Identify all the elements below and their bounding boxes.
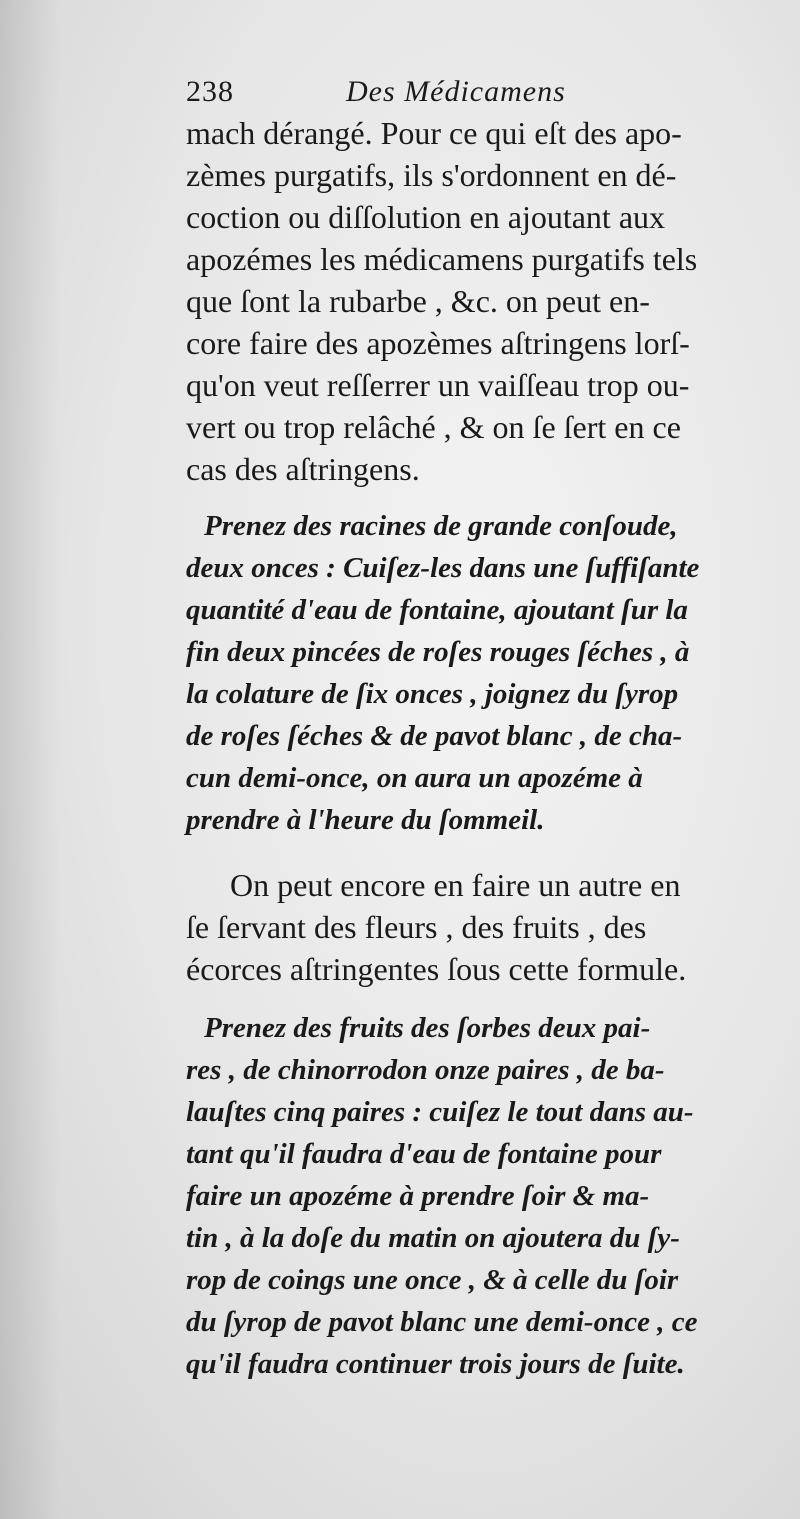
- text-line: rop de coings une once , & à celle du ſoir: [186, 1264, 679, 1296]
- paragraph-astringents: [186, 864, 776, 990]
- text-line: On peut encore en faire un autre en: [230, 867, 681, 903]
- text-line: coction ou diſſolution en ajoutant aux: [186, 199, 666, 235]
- text-line: fin deux pincées de roſes rouges ſéches , à: [186, 636, 690, 668]
- page-number: 238: [186, 75, 234, 108]
- text-line: vert ou trop relâché , & on ſe ſert en ce: [186, 409, 681, 445]
- text-line: ſe ſervant des fleurs , des fruits , des: [186, 909, 647, 945]
- text-line: qu'il faudra continuer trois jours de ſuite.: [186, 1348, 685, 1380]
- text-line: tin , à la doſe du matin on ajoutera du ſy-: [186, 1222, 680, 1254]
- text-line: cun demi-once, on aura un apozéme à: [186, 762, 643, 794]
- running-head: [186, 72, 776, 112]
- paragraph-apozemes: [186, 112, 776, 490]
- text-line: que ſont la rubarbe , &c. on peut en-: [186, 283, 650, 319]
- text-line: écorces aſtringentes ſous cette formule.: [186, 951, 687, 987]
- text-line: Prenez des racines de grande conſoude,: [204, 510, 678, 542]
- text-line: res , de chinorrodon onze paires , de ba-: [186, 1054, 665, 1086]
- text-line: cas des aſtringens.: [186, 451, 420, 487]
- text-line: quantité d'eau de fontaine, ajoutant ſur la: [186, 594, 688, 626]
- recipe-sorbes: [186, 1008, 776, 1386]
- text-line: qu'on veut reſſerrer un vaiſſeau trop ou-: [186, 367, 690, 403]
- text-line: prendre à l'heure du ſommeil.: [186, 804, 545, 836]
- text-line: tant qu'il faudra d'eau de fontaine pour: [186, 1138, 662, 1170]
- text-line: core faire des apozèmes aſtringens lorſ-: [186, 325, 690, 361]
- text-block: [186, 72, 776, 1386]
- recipe-consoude: [186, 506, 776, 842]
- text-line: zèmes purgatifs, ils s'ordonnent en dé-: [186, 157, 677, 193]
- text-line: apozémes les médicamens purgatifs tels: [186, 241, 698, 277]
- text-line: du ſyrop de pavot blanc une demi-once , ce: [186, 1306, 698, 1338]
- text-line: mach dérangé. Pour ce qui eſt des apo-: [186, 115, 682, 151]
- text-line: lauſtes cinq paires : cuiſez le tout dans au-: [186, 1096, 694, 1128]
- text-line: la colature de ſix onces , joignez du ſyrop: [186, 678, 679, 710]
- running-title: Des Médicamens: [346, 75, 566, 108]
- page-gutter-shadow: [0, 0, 60, 1519]
- text-line: Prenez des fruits des ſorbes deux pai-: [204, 1012, 651, 1044]
- text-line: deux onces : Cuiſez-les dans une ſuffiſante: [186, 552, 700, 584]
- text-line: de roſes ſéches & de pavot blanc , de cha-: [186, 720, 683, 752]
- text-line: faire un apozéme à prendre ſoir & ma-: [186, 1180, 650, 1212]
